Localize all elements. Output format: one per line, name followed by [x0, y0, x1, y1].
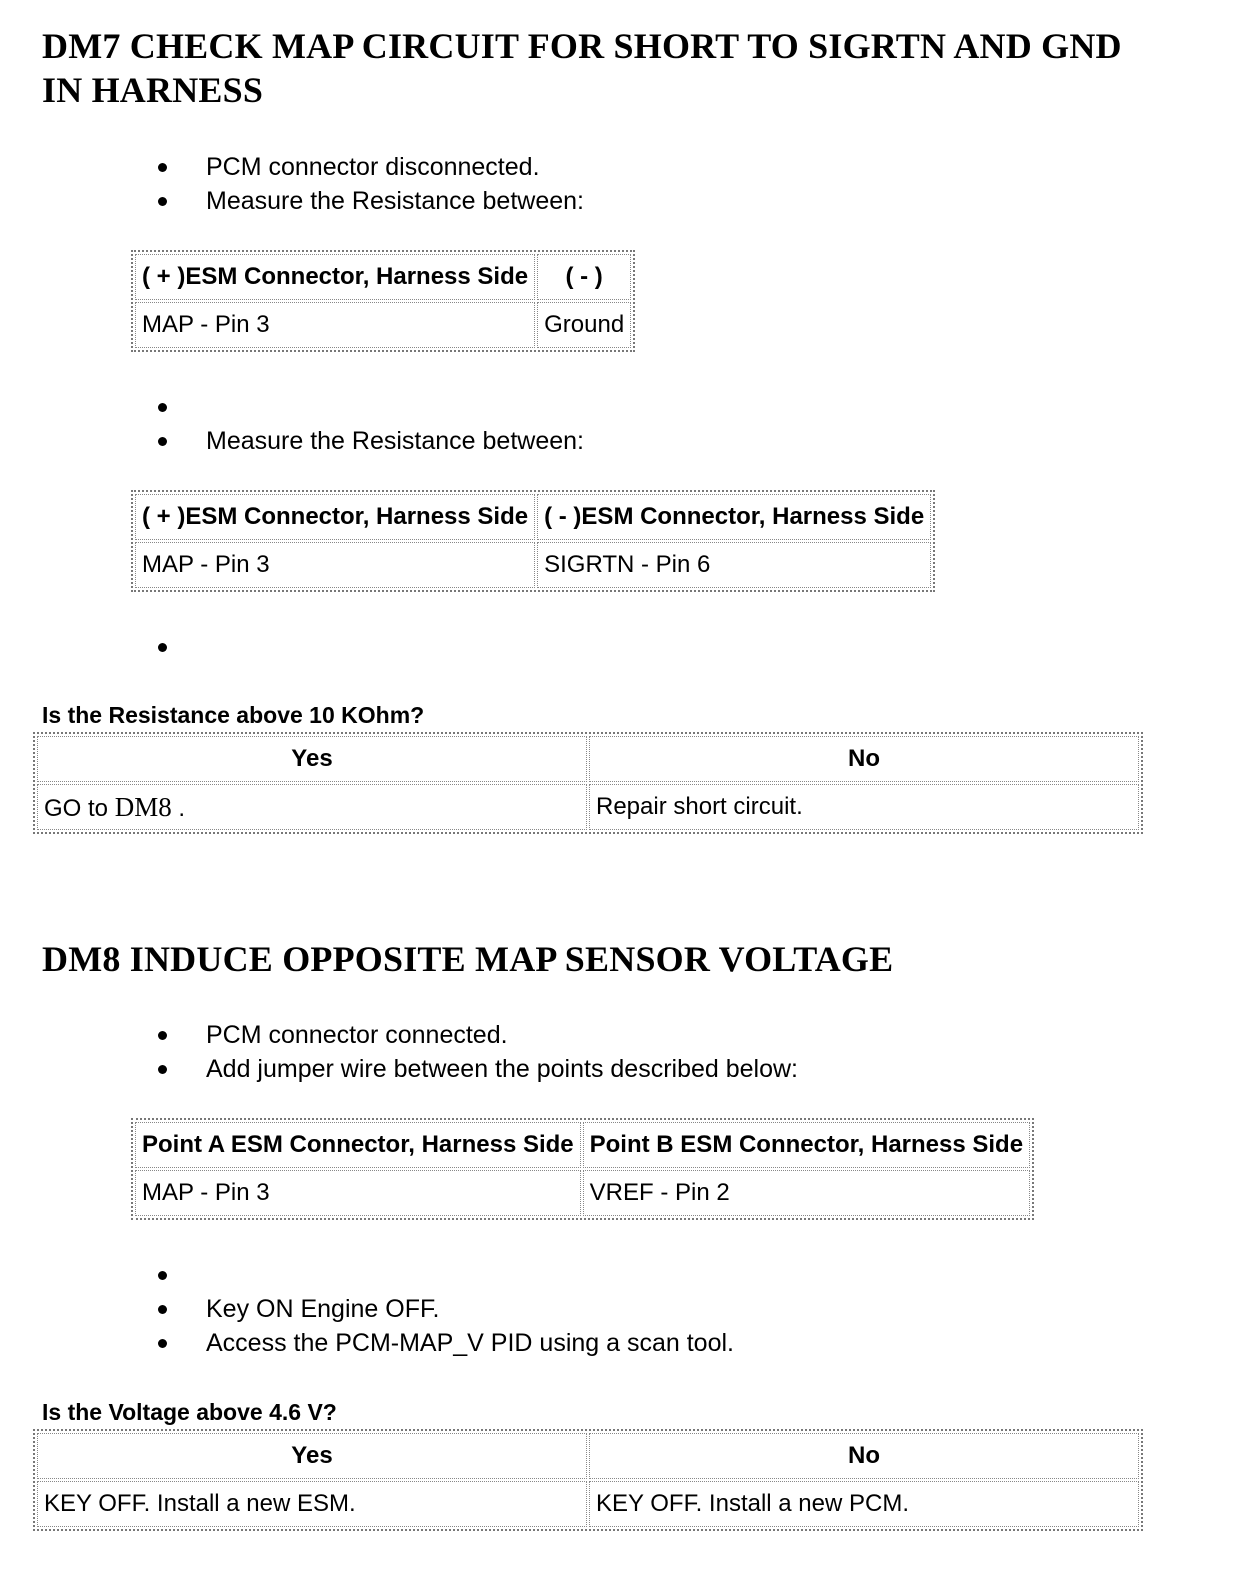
no-header: No	[589, 1433, 1139, 1479]
bullet-icon	[158, 1305, 167, 1314]
table-header-row	[37, 736, 1139, 782]
dm8-answer-table	[33, 1429, 1143, 1531]
yes-cell: GO to DM8 .	[37, 784, 587, 830]
table-cell: Ground	[537, 302, 631, 348]
no-cell: Repair short circuit.	[589, 784, 1139, 830]
no-cell: KEY OFF. Install a new PCM.	[589, 1481, 1139, 1527]
table-header-row	[135, 254, 631, 300]
table-row	[135, 302, 631, 348]
dm7-resistance-table-1	[131, 250, 635, 352]
bullet-icon	[158, 163, 167, 172]
list-item: Key ON Engine OFF.	[0, 1292, 734, 1326]
dm8-question: Is the Voltage above 4.6 V?	[42, 1399, 337, 1425]
bullet-icon	[158, 643, 167, 652]
dm7-resistance-table-2	[131, 490, 935, 592]
table-row	[135, 542, 931, 588]
bullet-icon	[158, 1031, 167, 1040]
yes-header: Yes	[37, 736, 587, 782]
list-item: PCM connector disconnected.	[0, 150, 584, 184]
list-item: Add jumper wire between the points described below:	[0, 1052, 798, 1086]
no-header: No	[589, 736, 1139, 782]
table-header-cell: ( - )ESM Connector, Harness Side	[537, 494, 931, 540]
table-row	[37, 784, 1139, 830]
dm7-answer-table	[33, 732, 1143, 834]
table-cell: MAP - Pin 3	[135, 1170, 581, 1216]
dm7-steps-list-b	[0, 390, 584, 458]
table-cell: MAP - Pin 3	[135, 302, 535, 348]
table-header-cell: ( + )ESM Connector, Harness Side	[135, 254, 535, 300]
table-row	[135, 1170, 1030, 1216]
yes-header: Yes	[37, 1433, 587, 1479]
dm8-steps-list-a	[0, 1018, 798, 1086]
table-cell: VREF - Pin 2	[583, 1170, 1030, 1216]
list-item	[0, 1258, 734, 1292]
table-cell: SIGRTN - Pin 6	[537, 542, 931, 588]
table-row	[37, 1481, 1139, 1527]
list-item: Measure the Resistance between:	[0, 424, 584, 458]
dm8-jumper-table	[131, 1118, 1034, 1220]
yes-cell: KEY OFF. Install a new ESM.	[37, 1481, 587, 1527]
bullet-icon	[158, 197, 167, 206]
dm7-title	[42, 24, 1122, 112]
list-item	[0, 390, 584, 424]
list-item	[0, 630, 206, 664]
dm8-title: DM8 INDUCE OPPOSITE MAP SENSOR VOLTAGE	[42, 939, 894, 979]
goto-dm8-link[interactable]: DM8	[114, 791, 172, 822]
bullet-icon	[158, 1339, 167, 1348]
dm7-steps-list-a	[0, 150, 584, 218]
bullet-icon	[158, 1065, 167, 1074]
bullet-icon	[158, 1271, 167, 1280]
dm7-question: Is the Resistance above 10 KOhm?	[42, 702, 425, 728]
dm8-steps-list-b	[0, 1258, 734, 1360]
bullet-icon	[158, 403, 167, 412]
dm7-steps-list-c	[0, 630, 206, 664]
table-cell: MAP - Pin 3	[135, 542, 535, 588]
table-header-row	[37, 1433, 1139, 1479]
dm7-title-line2: IN HARNESS	[42, 70, 264, 110]
dm7-title-line1: DM7 CHECK MAP CIRCUIT FOR SHORT TO SIGRTN AND GND	[42, 26, 1122, 66]
table-header-cell: Point A ESM Connector, Harness Side	[135, 1122, 581, 1168]
list-item: Measure the Resistance between:	[0, 184, 584, 218]
table-header-cell: ( - )	[537, 254, 631, 300]
list-item: Access the PCM-MAP_V PID using a scan tool.	[0, 1326, 734, 1360]
table-header-row	[135, 494, 931, 540]
table-header-row	[135, 1122, 1030, 1168]
bullet-icon	[158, 437, 167, 446]
list-item: PCM connector connected.	[0, 1018, 798, 1052]
table-header-cell: ( + )ESM Connector, Harness Side	[135, 494, 535, 540]
table-header-cell: Point B ESM Connector, Harness Side	[583, 1122, 1030, 1168]
